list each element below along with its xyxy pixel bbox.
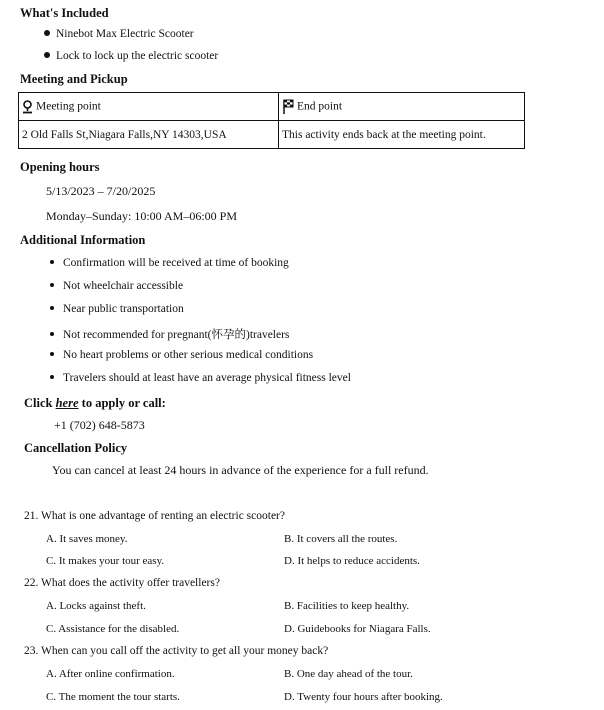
meeting-point-label: Meeting point: [36, 100, 101, 113]
option-22-c[interactable]: C. Assistance for the disabled.: [46, 623, 180, 635]
additional-item: [50, 349, 313, 361]
end-point-label: End point: [297, 100, 343, 113]
additional-item-text: Travelers should at least have an average physical fitness level: [63, 372, 351, 384]
bullet-icon: [44, 52, 50, 58]
finish-flag-icon: [282, 99, 294, 115]
hours-heading: Opening hours: [20, 160, 100, 174]
included-item-text: Lock to lock up the electric scooter: [56, 50, 219, 62]
bullet-icon: [50, 332, 54, 336]
option-21-d[interactable]: D. It helps to reduce accidents.: [284, 555, 420, 567]
additional-item: [50, 326, 289, 342]
hours-dates: 5/13/2023 – 7/20/2025: [46, 184, 156, 198]
included-item-text: Ninebot Max Electric Scooter: [56, 28, 194, 40]
option-21-a[interactable]: A. It saves money.: [46, 533, 128, 545]
meeting-heading: Meeting and Pickup: [20, 72, 128, 86]
meeting-point-cell: [19, 93, 279, 121]
option-23-c[interactable]: C. The moment the tour starts.: [46, 691, 180, 703]
address-cell: 2 Old Falls St,Niagara Falls,NY 14303,USA: [19, 121, 279, 149]
contact-pre: Click: [24, 396, 56, 410]
option-23-b[interactable]: B. One day ahead of the tour.: [284, 668, 413, 680]
additional-item-text: Not recommended for pregnant(怀孕的)travelers: [63, 329, 290, 341]
additional-item-text: Confirmation will be received at time of booking: [63, 257, 289, 269]
additional-item: [50, 280, 183, 292]
additional-item: [50, 257, 289, 269]
bullet-icon: [50, 283, 54, 287]
option-23-a[interactable]: A. After online confirmation.: [46, 668, 175, 680]
additional-item-text: No heart problems or other serious medical conditions: [63, 349, 314, 361]
cancellation-heading: Cancellation Policy: [24, 441, 128, 455]
option-21-b[interactable]: B. It covers all the routes.: [284, 533, 398, 545]
end-point-cell: [279, 93, 525, 121]
contact-line: [24, 396, 166, 411]
location-pin-icon: [22, 100, 33, 114]
bullet-icon: [50, 260, 54, 264]
bullet-icon: [50, 352, 54, 356]
end-note-cell: This activity ends back at the meeting point.: [279, 121, 525, 149]
included-item: [44, 50, 218, 62]
apply-link[interactable]: here: [55, 396, 79, 410]
option-23-d[interactable]: D. Twenty four hours after booking.: [284, 691, 443, 703]
option-21-c[interactable]: C. It makes your tour easy.: [46, 555, 165, 567]
additional-heading: Additional Information: [20, 233, 146, 247]
additional-item-text: Not wheelchair accessible: [63, 280, 184, 292]
cancellation-text: You can cancel at least 24 hours in advance of the experience for a full refund.: [52, 463, 429, 477]
question-23: 23. When can you call off the activity to get all your money back?: [24, 645, 329, 657]
additional-item: [50, 372, 351, 384]
option-22-b[interactable]: B. Facilities to keep healthy.: [284, 600, 410, 612]
meeting-table: [18, 92, 525, 149]
contact-post: to apply or call:: [78, 396, 166, 410]
included-item: [44, 28, 194, 40]
option-22-a[interactable]: A. Locks against theft.: [46, 600, 146, 612]
question-21: 21. What is one advantage of renting an electric scooter?: [24, 510, 285, 522]
option-22-d[interactable]: D. Guidebooks for Niagara Falls.: [284, 623, 431, 635]
additional-item: [50, 303, 184, 315]
contact-phone[interactable]: +1 (702) 648-5873: [54, 418, 145, 432]
bullet-icon: [44, 30, 50, 36]
hours-days: Monday–Sunday: 10:00 AM–06:00 PM: [46, 209, 238, 223]
additional-item-text: Near public transportation: [63, 303, 184, 315]
bullet-icon: [50, 375, 54, 379]
bullet-icon: [50, 306, 54, 310]
included-heading: What's Included: [20, 6, 109, 20]
question-22: 22. What does the activity offer travellers?: [24, 577, 220, 589]
